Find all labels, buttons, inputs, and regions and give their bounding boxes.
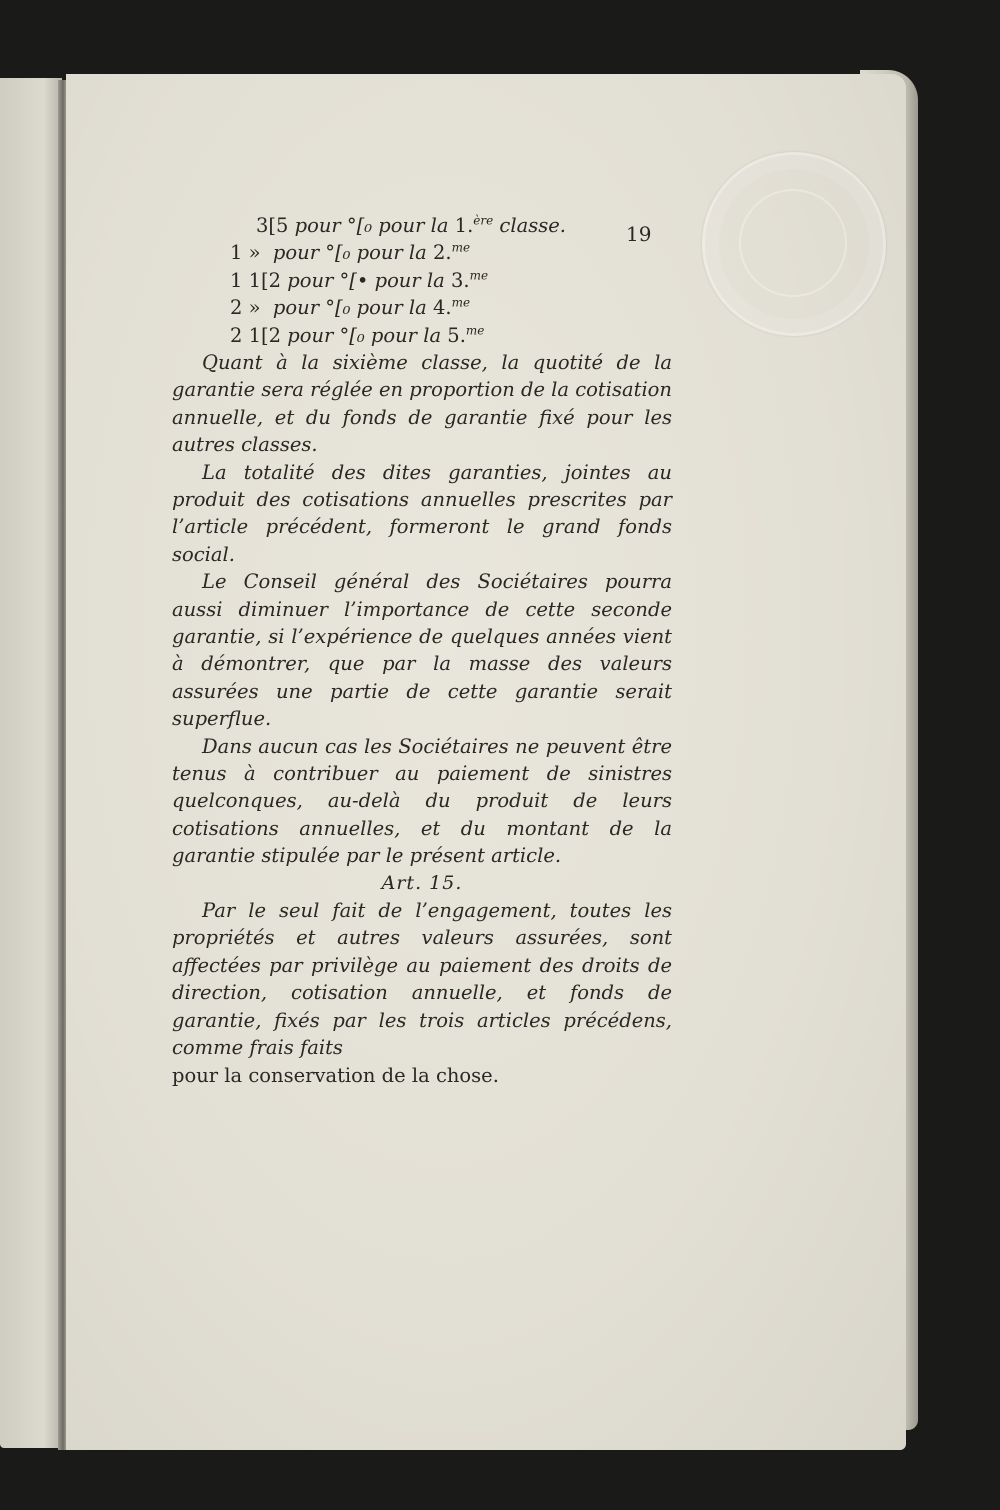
rate-amount: 3[5 xyxy=(256,214,289,237)
rate-line-4 xyxy=(172,294,672,321)
paragraph-total-guarantees: La totalité des dites garanties, jointes au produit des cotisations annuelles prescrites par l’article précédent, formeront le grand fonds social. xyxy=(172,460,672,566)
article-15-italic-text: Par le seul fait de l’engagement, toutes les propriétés et autres valeurs assurées, sont affectées par privilège au paiement des droits de direction, cotisation annuelle, et fonds de garantie, fixés par les trois articles précédens, comme frais faits xyxy=(172,899,672,1060)
rate-ordinal: 5. xyxy=(447,323,466,347)
left-page-edge xyxy=(0,78,62,1448)
article-heading: Art. 15. xyxy=(381,871,463,894)
paragraph-general-council: Le Conseil général des Sociétaires pourra aussi diminuer l’importance de cette seconde garantie, si l’expérience de quelques années vient à démontrer, que par la masse des valeurs assurées une partie de cette garantie serait superflue. xyxy=(172,570,672,731)
rate-line-2 xyxy=(172,239,672,266)
rate-text: pour °[₀ pour la xyxy=(266,241,433,265)
rate-ordinal-sup: me xyxy=(465,323,485,338)
rate-tail: classe. xyxy=(493,214,566,237)
page-text xyxy=(172,212,672,1089)
paragraph-sixth-class: Quant à la sixième classe, la quotité de la garantie sera réglée en proportion de la cotisation annuelle, et du fonds de garantie fixé pour les autres classes. xyxy=(172,350,672,457)
seal-inner-ring xyxy=(739,189,847,297)
rate-amount: 2 1[2 xyxy=(230,323,282,347)
paragraph-article-15 xyxy=(172,897,672,1061)
rate-ordinal-sup: me xyxy=(451,295,471,310)
rate-ordinal-sup: me xyxy=(469,268,489,283)
embossed-seal-icon xyxy=(702,152,886,336)
rate-amount: 1 » xyxy=(230,241,267,265)
rate-amount: 1 1[2 xyxy=(230,268,282,292)
rate-line-1 xyxy=(172,212,672,239)
rate-ordinal-sup: ère xyxy=(473,213,494,228)
paragraph-no-case: Dans aucun cas les Sociétaires ne peuvent être tenus à contribuer au paiement de sinistres quelconques, au-delà du produit de leurs cotisations annuelles, et du montant de la garantie stipulée par le présent article. xyxy=(172,734,672,868)
rate-ordinal: 3. xyxy=(450,268,470,292)
rate-text: pour °[₀ pour la xyxy=(288,214,455,237)
rate-ordinal: 1. xyxy=(454,214,474,237)
article-15-roman-text: pour la conservation de la chose. xyxy=(172,1063,499,1087)
rate-ordinal: 2. xyxy=(432,241,452,265)
rate-amount: 2 » xyxy=(230,296,267,320)
rate-text: pour °[₀ pour la xyxy=(266,296,433,320)
rate-text: pour °[• pour la xyxy=(281,268,451,292)
rate-line-5 xyxy=(172,322,672,349)
rate-text: pour °[₀ pour la xyxy=(281,323,448,347)
rate-ordinal: 4. xyxy=(432,296,452,320)
rate-line-3 xyxy=(172,267,672,294)
page-number: 19 xyxy=(626,222,652,246)
rate-ordinal-sup: me xyxy=(451,240,471,255)
